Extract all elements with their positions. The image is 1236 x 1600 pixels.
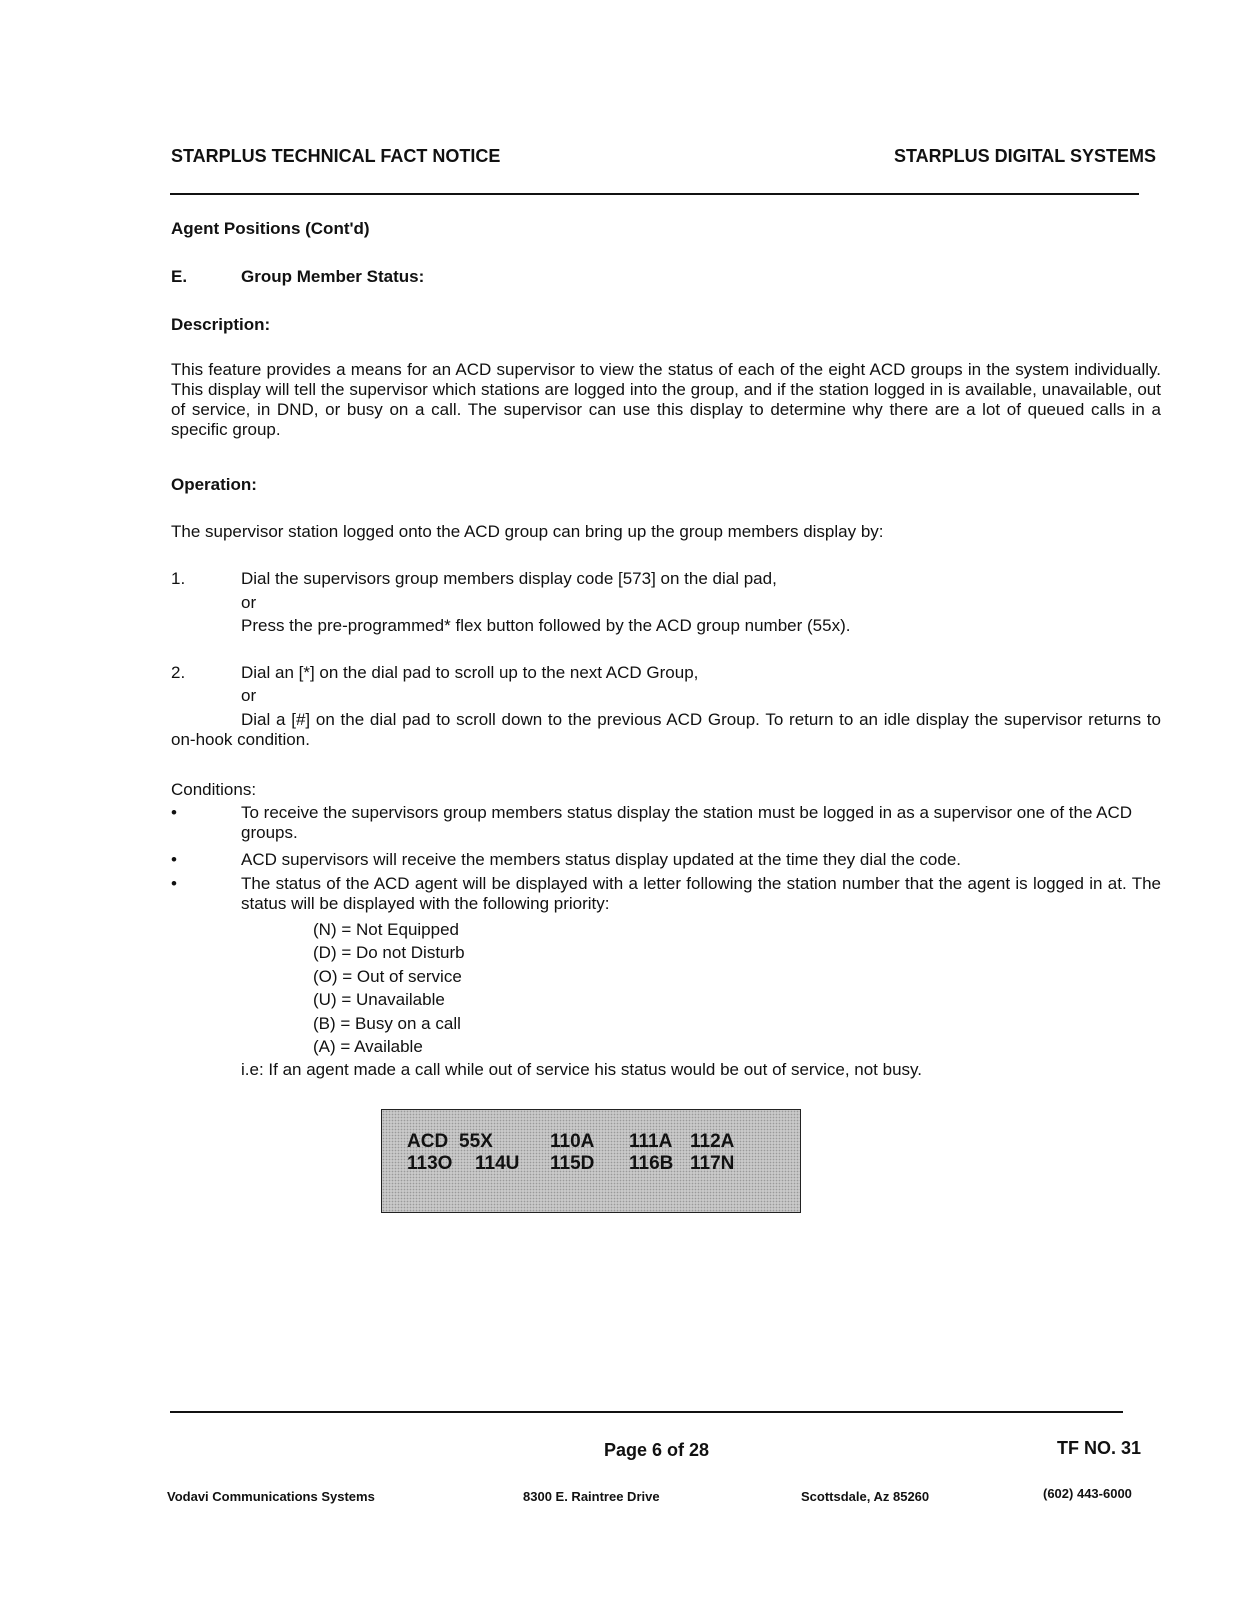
step-1-line2: Press the pre-programmed* flex button followed by the ACD group number (55x).: [241, 616, 851, 635]
condition-item: ACD supervisors will receive the members status display updated at the time they dial the code.: [241, 850, 962, 869]
header-rule: [170, 193, 1139, 195]
lcd-cell: 111A: [629, 1131, 673, 1152]
condition-item: To receive the supervisors group members status display the station must be logged in as a supervisor one of the ACD groups.: [241, 803, 1133, 842]
footer-address: 8300 E. Raintree Drive: [523, 1489, 660, 1504]
lcd-display: [381, 1109, 801, 1213]
lcd-cell: 114U: [475, 1153, 520, 1174]
status-code: (N) = Not Equipped: [313, 920, 459, 939]
subsection-letter: E.: [171, 267, 188, 286]
step-1-or: or: [241, 593, 257, 612]
lcd-cell: 110A: [550, 1131, 595, 1152]
description-text: This feature provides a means for an ACD supervisor to view the status of each of the eight ACD groups in the system individually. This display will tell the supervisor which stations are logged into the group, and if the station logged in is available, unavailable, out of service, in DND, or busy on a call. The supervisor can use this display to determine why there are a lot of queued calls in a specific group.: [171, 360, 1161, 439]
step-2-number: 2.: [171, 663, 186, 682]
subsection-title: Group Member Status:: [241, 267, 425, 286]
status-code: (A) = Available: [313, 1037, 423, 1056]
conditions-heading: Conditions:: [171, 780, 257, 799]
operation-heading: Operation:: [171, 475, 257, 494]
status-code: (D) = Do not Disturb: [313, 943, 465, 962]
lcd-cell: 117N: [690, 1153, 735, 1174]
bullet-icon: •: [171, 850, 177, 869]
step-2-line2: Dial a [#] on the dial pad to scroll down to the previous ACD Group. To return to an idle display the supervisor returns to on-hook condition.: [171, 710, 1161, 749]
lcd-cell: 55X: [459, 1131, 493, 1152]
step-2-line1: Dial an [*] on the dial pad to scroll up to the next ACD Group,: [241, 663, 699, 682]
lcd-cell: ACD: [407, 1131, 449, 1152]
footer-company: Vodavi Communications Systems: [167, 1489, 375, 1504]
footer-rule: [170, 1411, 1123, 1413]
step-1-line1: Dial the supervisors group members display code [573] on the dial pad,: [241, 569, 777, 588]
lcd-cell: 115D: [550, 1153, 595, 1174]
lcd-cell: 113O: [407, 1153, 453, 1174]
bullet-icon: •: [171, 874, 177, 893]
footer-phone: (602) 443-6000: [1043, 1486, 1132, 1501]
step-2-or: or: [241, 686, 257, 705]
condition-item: The status of the ACD agent will be displayed with a letter following the station number that the agent is logged in at. The status will be displayed with the following priority:: [241, 874, 1161, 913]
footer-city: Scottsdale, Az 85260: [801, 1489, 930, 1504]
status-code: (U) = Unavailable: [313, 990, 445, 1009]
header-left: STARPLUS TECHNICAL FACT NOTICE: [171, 146, 501, 166]
tf-number: TF NO. 31: [1057, 1438, 1142, 1458]
section-title: Agent Positions (Cont'd): [171, 219, 370, 238]
operation-intro: The supervisor station logged onto the ACD group can bring up the group members display by:: [171, 522, 884, 541]
header-right: STARPLUS DIGITAL SYSTEMS: [893, 146, 1156, 166]
example-note: i.e: If an agent made a call while out of service his status would be out of service, not busy.: [241, 1060, 922, 1079]
step-1-number: 1.: [171, 569, 186, 588]
lcd-cell: 116B: [629, 1153, 674, 1174]
status-code: (B) = Busy on a call: [313, 1014, 461, 1033]
description-heading: Description:: [171, 315, 271, 334]
lcd-cell: 112A: [690, 1131, 735, 1152]
bullet-icon: •: [171, 803, 177, 822]
status-code: (O) = Out of service: [313, 967, 462, 986]
page-number: Page 6 of 28: [604, 1440, 710, 1460]
